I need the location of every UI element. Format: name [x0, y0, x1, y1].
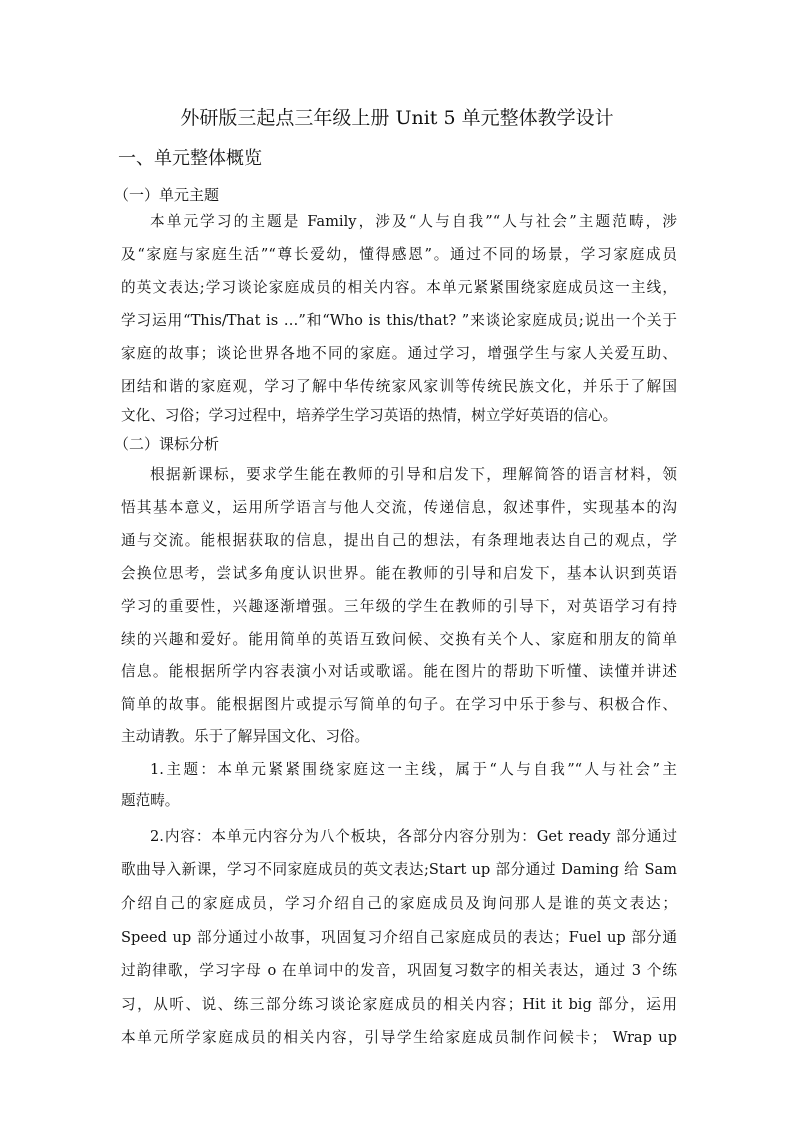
- paragraph-line: 题范畴。: [121, 792, 180, 809]
- paragraph-line: Speed up 部分通过小故事，巩固复习介绍自己家庭成员的表达；Fuel up 部分通: [121, 929, 677, 946]
- section-heading-overview: 一、单元整体概览: [118, 148, 262, 169]
- paragraph-line: 信息。能根据所学内容表演小对话或歌谣。能在图片的帮助下听懂、读懂并讲述: [121, 663, 677, 680]
- paragraph-line: 歌曲导入新课，学习不同家庭成员的英文表达;Start up 部分通过 Daming 给 Sam: [121, 861, 677, 878]
- subsection-heading-curriculum: （二）课标分析: [114, 435, 220, 453]
- paragraph-line: 简单的故事。能根据图片或提示写简单的句子。在学习中乐于参与、积极合作、: [121, 696, 677, 713]
- paragraph-line: 悟其基本意义，运用所学语言与他人交流，传递信息，叙述事件，实现基本的沟: [121, 499, 677, 516]
- paragraph-line: 学习的重要性，兴趣逐渐增强。三年级的学生在教师的引导下，对英语学习有持: [121, 598, 677, 615]
- paragraph-line: 主动请教。乐于了解异国文化、习俗。: [121, 728, 370, 745]
- paragraph-line: 习，从听、说、练三部分练习谈论家庭成员的相关内容；Hit it big 部分，运用: [121, 996, 677, 1013]
- paragraph-line: 本单元所学家庭成员的相关内容，引导学生给家庭成员制作问候卡； Wrap up: [121, 1029, 677, 1046]
- paragraph-line: 的英文表达;学习谈论家庭成员的相关内容。本单元紧紧围绕家庭成员这一主线，: [121, 279, 677, 296]
- paragraph-line: 续的兴趣和爱好。能用简单的英语互致问候、交换有关个人、家庭和朋友的简单: [121, 631, 677, 648]
- paragraph-line: 文化、习俗；学习过程中，培养学生学习英语的热情，树立学好英语的信心。: [121, 407, 618, 424]
- paragraph-line: 过韵律歌，学习字母 o 在单词中的发音，巩固复习数字的相关表达，通过 3 个练: [121, 962, 677, 979]
- paragraph-line: 团结和谐的家庭观，学习了解中华传统家风家训等传统民族文化，并乐于了解国: [121, 378, 677, 395]
- paragraph-line: 2.内容：本单元内容分为八个板块，各部分内容分别为：Get ready 部分通过: [150, 828, 677, 845]
- paragraph-line: 家庭的故事；谈论世界各地不同的家庭。通过学习，增强学生与家人关爱互助、: [121, 345, 677, 362]
- paragraph-line: 1.主题：本单元紧紧围绕家庭这一主线，属于“人与自我”“人与社会”主: [150, 761, 677, 778]
- paragraph-line: 通与交流。能根据获取的信息，提出自己的想法，有条理地表达自己的观点，学: [121, 532, 677, 549]
- paragraph-line: 会换位思考，尝试多角度认识世界。能在教师的引导和启发下，基本认识到英语: [121, 565, 677, 582]
- paragraph-line: 根据新课标，要求学生能在教师的引导和启发下，理解简答的语言材料，领: [150, 466, 677, 483]
- paragraph-line: 介绍自己的家庭成员，学习介绍自己的家庭成员及询问那人是谁的英文表达；: [121, 895, 677, 912]
- document-title: 外研版三起点三年级上册 Unit 5 单元整体教学设计: [180, 107, 614, 129]
- paragraph-line: 学习运用“This/That is …”和“Who is this/that? ”来谈论家庭成员;说出一个关于: [121, 312, 677, 329]
- paragraph-line: 及“家庭与家庭生活”“尊长爱幼，懂得感恩”。通过不同的场景，学习家庭成员: [121, 246, 677, 263]
- paragraph-line: 本单元学习的主题是 Family，涉及“人与自我”“人与社会”主题范畴，涉: [150, 213, 677, 230]
- subsection-heading-theme: （一）单元主题: [114, 186, 220, 204]
